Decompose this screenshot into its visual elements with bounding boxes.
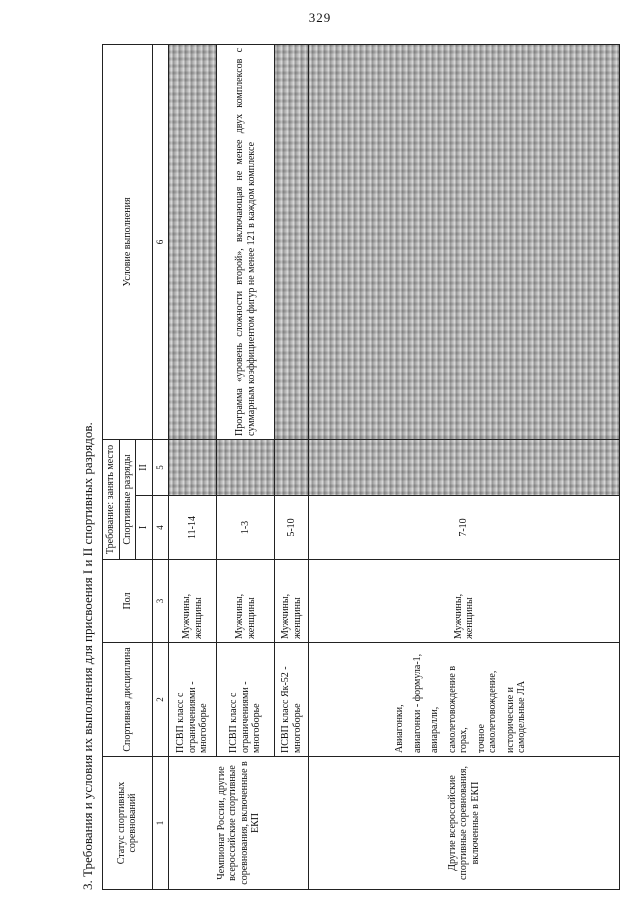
discipline-item: авиагонки - формула-1, xyxy=(411,653,423,753)
header-ranks: Спортивные разряды xyxy=(119,439,136,559)
sex-cell: Мужчины, женщины xyxy=(217,560,275,643)
discipline-item: Авиагонки, xyxy=(394,704,406,753)
rank2-cell xyxy=(275,439,309,495)
column-number: 1 xyxy=(152,757,169,890)
rank2-cell xyxy=(217,439,275,495)
discipline-item: исторические и самодельные ЛА xyxy=(504,680,528,753)
sex-cell: Мужчины, женщины xyxy=(169,560,217,643)
page-number: 329 xyxy=(308,10,332,25)
header-sex: Пол xyxy=(103,560,153,643)
sex-cell: Мужчины, женщины xyxy=(275,560,309,643)
section-heading: 3. Требования и условия их выполнения для присвоения I и II спортивных разрядов. xyxy=(80,422,95,890)
header-requirement: Требование: занять место xyxy=(103,439,120,559)
header-rank-1: I xyxy=(136,496,153,560)
table-row xyxy=(309,44,620,889)
condition-cell xyxy=(169,44,217,439)
header-status: Статус спортивных соревнований xyxy=(103,757,153,890)
column-number: 3 xyxy=(152,560,169,643)
rotated-page xyxy=(80,45,620,890)
discipline-cell: ПСВП класс с ограничениями - многоборье xyxy=(217,643,275,757)
rank1-cell: 5-10 xyxy=(275,496,309,560)
discipline-item: самолетовождение в горах, xyxy=(446,665,470,753)
discipline-list-cell xyxy=(309,643,620,757)
discipline-item: авиаралли, xyxy=(429,706,441,753)
header-condition: Условие выполнения xyxy=(103,44,153,439)
requirements-table xyxy=(102,44,620,890)
discipline-cell: ПСВП класс Як-52 - многоборье xyxy=(275,643,309,757)
condition-cell: Программа «уровень сложности второй», включающая не менее двух комплексов с суммарным коэффициентом фигур не менее 121 в каждом комплексе xyxy=(217,44,275,439)
rank2-cell xyxy=(169,439,217,495)
header-discipline: Спортивная дисциплина xyxy=(103,643,153,757)
rank1-cell: 1-3 xyxy=(217,496,275,560)
column-number: 6 xyxy=(152,44,169,439)
discipline-cell: ПСВП класс с ограничениями - многоборье xyxy=(169,643,217,757)
rank1-cell: 7-10 xyxy=(309,496,620,560)
condition-cell xyxy=(309,44,620,439)
sex-cell: Мужчины, женщины xyxy=(309,560,620,643)
rank1-cell: 11-14 xyxy=(169,496,217,560)
header-rank-2: II xyxy=(136,439,153,495)
status-cell: Другие всероссийские спортивные соревнования, включенные в ЕКП xyxy=(309,757,620,890)
column-number: 5 xyxy=(152,439,169,495)
status-cell: Чемпионат России, другие всероссийские спортивные соревнования, включенные в ЕКП xyxy=(169,757,309,890)
table-row xyxy=(169,44,217,889)
rank2-cell xyxy=(309,439,620,495)
condition-cell xyxy=(275,44,309,439)
column-number: 4 xyxy=(152,496,169,560)
column-number: 2 xyxy=(152,643,169,757)
discipline-item: точное самолетовождение, xyxy=(475,670,499,753)
